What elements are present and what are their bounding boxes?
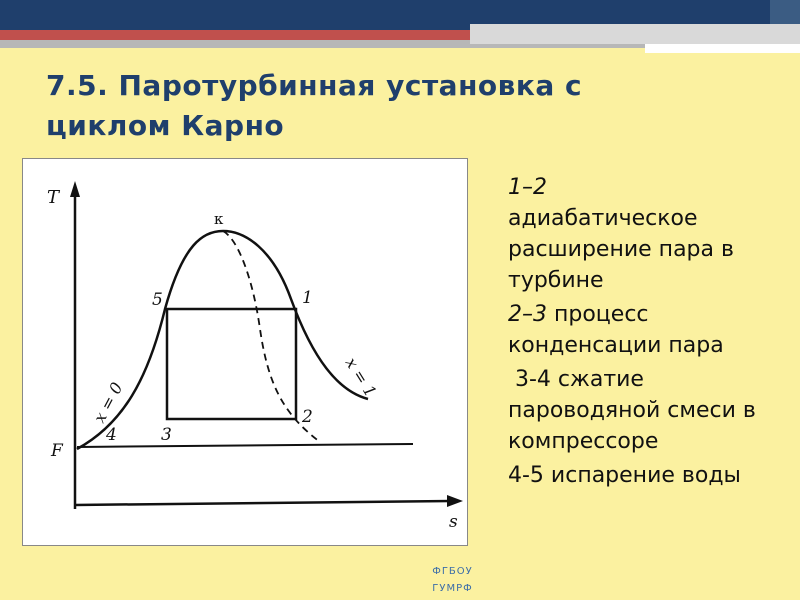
footer-line2: ГУМРФ — [432, 583, 473, 594]
point-2-label: 2 — [302, 407, 313, 427]
step-1-2-number: 1–2 — [508, 175, 547, 200]
s-axis — [75, 501, 451, 505]
header-stripe-light — [470, 24, 800, 44]
s-axis-arrow — [447, 495, 463, 507]
step-2-3 — [508, 299, 788, 361]
point-3-label: 3 — [161, 425, 172, 445]
step-2-3-number: 2–3 — [508, 302, 547, 327]
slide-title — [46, 66, 706, 146]
point-1-label: 1 — [302, 288, 313, 308]
t-axis-arrow — [70, 181, 80, 197]
t-axis-label: T — [47, 187, 60, 208]
step-2-3-text: процесс конденсации пара — [508, 302, 724, 358]
critical-point-label: к — [214, 210, 224, 228]
step-1-2-text: адиабатическое расширение пара в турбине — [508, 206, 734, 293]
ts-diagram-svg — [23, 159, 469, 547]
step-4-5-text: 4-5 испарение воды — [508, 463, 741, 488]
ts-diagram — [22, 158, 468, 546]
process-description — [508, 172, 788, 494]
baseline-line — [77, 444, 413, 447]
point-4-label: 4 — [106, 425, 117, 445]
step-3-4-text: 3-4 сжатие пароводяной смеси в компрессоре — [508, 367, 756, 454]
point-5-label: 5 — [152, 290, 163, 310]
f-label: F — [51, 441, 63, 461]
curve-x1-label: x = 1 — [341, 354, 381, 401]
slide-title-line2: циклом Карно — [46, 109, 285, 142]
header-stripe-white — [645, 44, 800, 53]
footer-line1: ФГБОУ — [432, 566, 473, 577]
s-axis-label: s — [449, 512, 458, 532]
step-3-4 — [508, 364, 788, 457]
saturation-curve — [77, 231, 368, 449]
footer-org — [405, 563, 500, 597]
step-4-5 — [508, 460, 788, 491]
carnot-cycle-rect — [167, 309, 296, 419]
header-stripe-corner — [770, 0, 800, 24]
step-1-2 — [508, 172, 788, 296]
slide-title-line1: 7.5. Паротурбинная установка с — [46, 69, 583, 102]
curve-x0-label: x = 0 — [89, 379, 127, 426]
